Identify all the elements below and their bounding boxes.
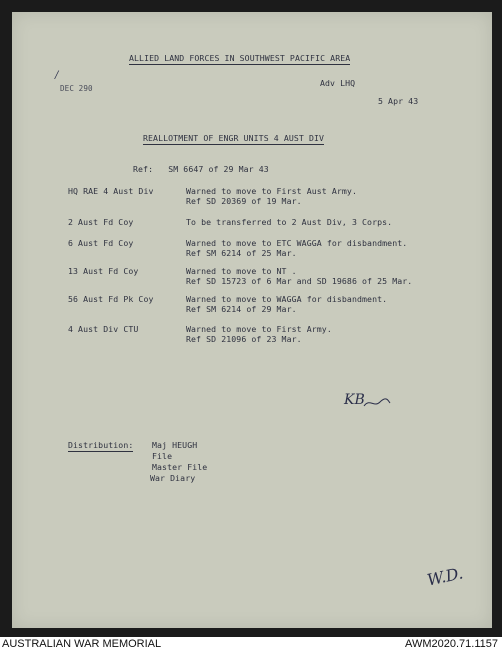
document-page (12, 12, 492, 628)
unit-reference: Ref SD 15723 of 6 Mar and SD 19686 of 25 Mar. (186, 276, 413, 286)
distribution-item: Maj HEUGH (152, 440, 198, 450)
footer-institution: AUSTRALIAN WAR MEMORIAL (2, 638, 162, 650)
unit-name: 2 Aust Fd Coy (68, 217, 134, 227)
unit-action: Warned to move to WAGGA for disbandment. (186, 294, 388, 304)
footer-accession: AWM2020.71.1157 (405, 638, 498, 650)
distribution-item: Master File (152, 462, 208, 472)
unit-action: Warned to move to ETC WAGGA for disbandment. (186, 238, 408, 248)
reference-line: Ref: SM 6647 of 29 Mar 43 (133, 164, 269, 174)
unit-reference: Ref SM 6214 of 29 Mar. (186, 304, 297, 314)
archive-footer (0, 637, 502, 653)
distribution-item: War Diary (150, 473, 196, 483)
handwritten-mark: / (55, 70, 59, 81)
organization-heading: ALLIED LAND FORCES IN SOUTHWEST PACIFIC AREA (129, 53, 351, 63)
unit-name: 6 Aust Fd Coy (68, 238, 134, 248)
handwritten-initials: KB (344, 392, 365, 408)
distribution-item: File (152, 451, 173, 461)
unit-reference: Ref SD 20369 of 19 Mar. (186, 196, 302, 206)
unit-action: To be transferred to 2 Aust Div, 3 Corps. (186, 217, 393, 227)
unit-name: 56 Aust Fd Pk Coy (68, 294, 154, 304)
unit-name: HQ RAE 4 Aust Div (68, 186, 154, 196)
sender: Adv LHQ (320, 78, 356, 88)
unit-reference: Ref SD 21096 of 23 Mar. (186, 334, 302, 344)
unit-name: 4 Aust Div CTU (68, 324, 139, 334)
reference-code: DEC 290 (60, 84, 93, 93)
unit-action: Warned to move to First Aust Army. (186, 186, 357, 196)
signature-flourish (362, 394, 392, 410)
date: 5 Apr 43 (378, 96, 419, 106)
unit-action: Warned to move to NT . (186, 266, 297, 276)
handwritten-wd: W.D. (425, 563, 465, 590)
unit-action: Warned to move to First Army. (186, 324, 332, 334)
distribution-label: Distribution: (68, 440, 134, 450)
unit-name: 13 Aust Fd Coy (68, 266, 139, 276)
document-title: REALLOTMENT OF ENGR UNITS 4 AUST DIV (143, 133, 325, 143)
unit-reference: Ref SM 6214 of 25 Mar. (186, 248, 297, 258)
